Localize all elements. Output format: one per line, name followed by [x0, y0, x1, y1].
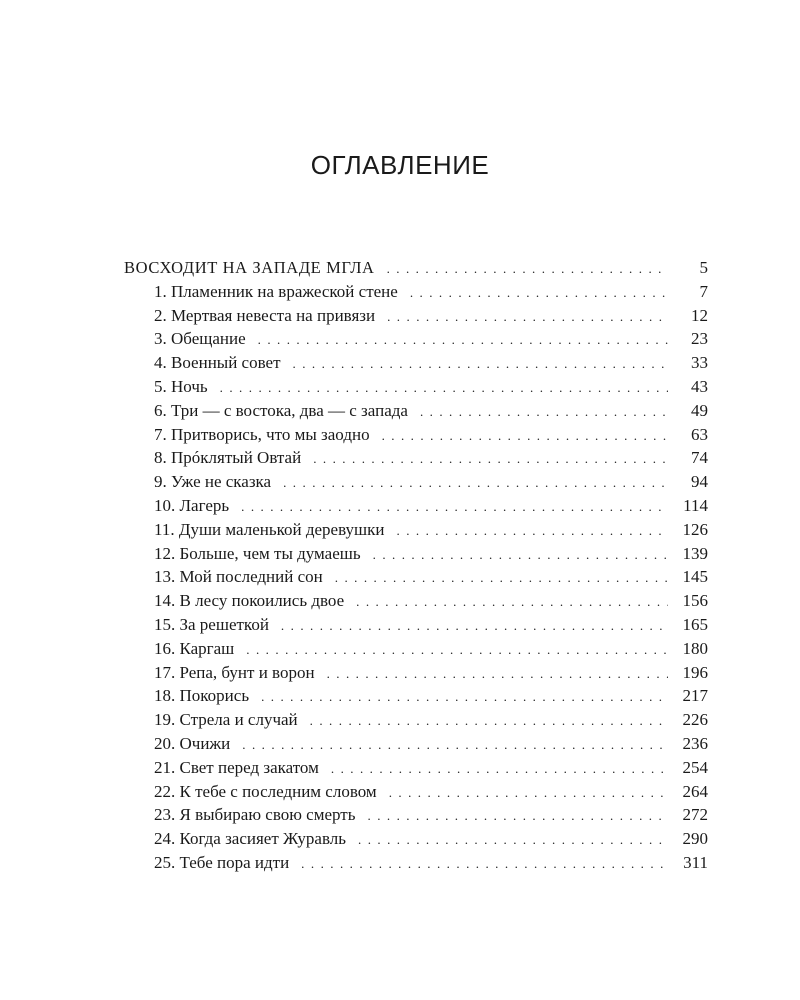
- toc-leader-dots: [293, 352, 668, 376]
- toc-chapter-entry: [124, 423, 708, 447]
- toc-chapter-entry: [124, 589, 708, 613]
- toc-leader-dots: [283, 471, 668, 495]
- toc-leader-dots: [313, 447, 668, 471]
- toc-chapter-entry: [124, 851, 708, 875]
- toc-page-number: 254: [682, 757, 708, 777]
- toc-part-entry: [124, 256, 708, 280]
- toc-page-number: 180: [682, 638, 708, 658]
- toc-page-number: 156: [682, 591, 708, 611]
- toc-chapter-entry: [124, 780, 708, 804]
- toc-chapter-entry: [124, 494, 708, 518]
- toc-leader-dots: [389, 781, 668, 805]
- toc-leader-dots: [258, 328, 668, 352]
- toc-leader-dots: [387, 305, 668, 329]
- toc-page-number: 217: [682, 686, 708, 706]
- toc-chapter-entry: [124, 613, 708, 637]
- toc-page-number: 23: [691, 329, 708, 349]
- toc-leader-dots: [331, 757, 668, 781]
- toc-entry-title: 16. Каргаш: [154, 638, 235, 658]
- toc-chapter-entry: [124, 399, 708, 423]
- toc-leader-dots: [241, 495, 668, 519]
- toc-leader-dots: [246, 638, 668, 662]
- toc-leader-dots: [397, 519, 669, 543]
- toc-leader-dots: [261, 685, 668, 709]
- toc-page-number: 196: [682, 662, 708, 682]
- toc-entry-title: 9. Уже не сказка: [154, 472, 272, 492]
- toc-page-number: 264: [682, 781, 708, 801]
- toc-page-number: 43: [691, 376, 708, 396]
- table-of-contents: [124, 256, 708, 875]
- toc-chapter-entry: [124, 446, 708, 470]
- toc-leader-dots: [310, 709, 668, 733]
- toc-chapter-entry: [124, 327, 708, 351]
- toc-chapter-entry: [124, 304, 708, 328]
- toc-entry-title: 25. Тебе пора идти: [154, 852, 290, 872]
- toc-chapter-entry: [124, 708, 708, 732]
- toc-page-number: 290: [682, 829, 708, 849]
- toc-page-number: 94: [691, 472, 708, 492]
- toc-chapter-entry: [124, 542, 708, 566]
- toc-leader-dots: [220, 376, 668, 400]
- toc-page-number: 165: [682, 614, 708, 634]
- toc-entry-title: 2. Мертвая невеста на привязи: [154, 305, 376, 325]
- page-title: ОГЛАВЛЕНИЕ: [310, 150, 490, 180]
- toc-entry-title: 12. Больше, чем ты думаешь: [154, 543, 361, 563]
- toc-page-number: 311: [683, 852, 708, 872]
- toc-leader-dots: [301, 852, 668, 876]
- toc-page-number: 114: [683, 495, 708, 515]
- toc-page-number: 33: [691, 353, 708, 373]
- toc-leader-dots: [373, 543, 668, 567]
- toc-chapter-entry: [124, 732, 708, 756]
- toc-entry-title: 17. Репа, бунт и ворон: [154, 662, 315, 682]
- toc-leader-dots: [356, 590, 668, 614]
- toc-leader-dots: [420, 400, 668, 424]
- toc-entry-title: 7. Притворись, что мы заодно: [154, 424, 370, 444]
- toc-chapter-entry: [124, 351, 708, 375]
- toc-entry-title: 5. Ночь: [154, 376, 208, 396]
- toc-chapter-entry: [124, 375, 708, 399]
- toc-chapter-entry: [124, 565, 708, 589]
- toc-page-number: 12: [691, 305, 708, 325]
- toc-leader-dots: [335, 566, 668, 590]
- toc-entry-title: 3. Обещание: [154, 329, 246, 349]
- toc-entry-title: 21. Свет перед закатом: [154, 757, 319, 777]
- toc-page-number: 7: [699, 281, 708, 301]
- toc-chapter-entry: [124, 684, 708, 708]
- toc-entry-title: 19. Стрела и случай: [154, 710, 298, 730]
- toc-page-number: 74: [691, 448, 708, 468]
- toc-page-number: 126: [682, 519, 708, 539]
- toc-chapter-entry: [124, 518, 708, 542]
- toc-entry-title: 24. Когда засияет Журавль: [154, 829, 346, 849]
- toc-entry-title: ВОСХОДИТ НА ЗАПАДЕ МГЛА: [124, 258, 375, 277]
- toc-entry-title: 15. За решеткой: [154, 614, 269, 634]
- toc-chapter-entry: [124, 637, 708, 661]
- toc-page-number: 236: [682, 733, 708, 753]
- toc-chapter-entry: [124, 803, 708, 827]
- toc-entry-title: 18. Покорись: [154, 686, 250, 706]
- toc-page-number: 272: [682, 805, 708, 825]
- toc-page-number: 5: [699, 258, 708, 277]
- toc-leader-dots: [327, 662, 668, 686]
- toc-entry-title: 10. Лагерь: [154, 495, 230, 515]
- toc-page-number: 63: [691, 424, 708, 444]
- toc-entry-title: 6. Три — с востока, два — с запада: [154, 400, 408, 420]
- toc-page-number: 226: [682, 710, 708, 730]
- toc-leader-dots: [382, 424, 668, 448]
- toc-chapter-entry: [124, 827, 708, 851]
- toc-leader-dots: [387, 257, 668, 281]
- toc-page-number: 145: [682, 567, 708, 587]
- toc-entry-title: 14. В лесу покоились двое: [154, 591, 345, 611]
- toc-leader-dots: [281, 614, 668, 638]
- toc-entry-title: 13. Мой последний сон: [154, 567, 323, 587]
- toc-entry-title: 8. Прóклятый Овтай: [154, 448, 302, 468]
- toc-chapter-entry: [124, 470, 708, 494]
- toc-entry-title: 20. Очижи: [154, 733, 231, 753]
- toc-entry-title: 23. Я выбираю свою смерть: [154, 805, 356, 825]
- toc-entry-title: 4. Военный совет: [154, 353, 281, 373]
- toc-entry-title: 11. Души маленькой деревушки: [154, 519, 385, 539]
- toc-chapter-entry: [124, 756, 708, 780]
- toc-leader-dots: [368, 804, 669, 828]
- toc-leader-dots: [410, 281, 668, 305]
- toc-entry-title: 22. К тебе с последним словом: [154, 781, 377, 801]
- toc-chapter-entry: [124, 280, 708, 304]
- toc-entry-title: 1. Пламенник на вражеской стене: [154, 281, 398, 301]
- toc-leader-dots: [358, 828, 668, 852]
- toc-leader-dots: [242, 733, 668, 757]
- toc-page-number: 139: [682, 543, 708, 563]
- toc-page-number: 49: [691, 400, 708, 420]
- toc-chapter-entry: [124, 661, 708, 685]
